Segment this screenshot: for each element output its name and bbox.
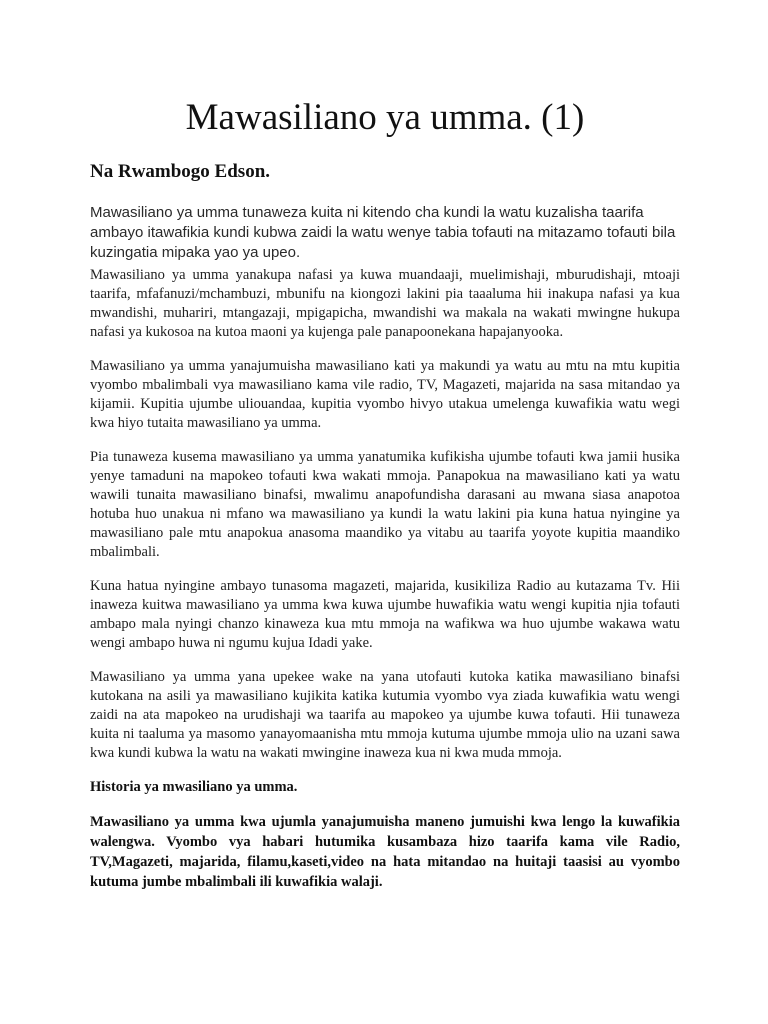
intro-paragraph: Mawasiliano ya umma tunaweza kuita ni kitendo cha kundi la watu kuzalisha taarifa ambayo itawafikia kundi kubwa zaidi la watu wenye tabia tofauti na mitazamo tofauti bila kuzingatia mipaka yao ya upeo. xyxy=(90,204,676,261)
section-heading: Historia ya mwasiliano ya umma. xyxy=(90,779,298,795)
body-paragraph: Mawasiliano ya umma yanajumuisha mawasiliano kati ya makundi ya watu au mtu na mtu kupitia vyombo mbalimbali vya mawasiliano kama vile radio, TV, Magazeti, majarida na sasa mitandao ya kijamii. Kupitia ujumbe uliouandaa, kupitia vyombo hivyo utakua umelenga kuwafikia watu wegi kwa hiyo tutaita mawasiliano ya umma. xyxy=(90,358,680,431)
author-line: Na Rwambogo Edson. xyxy=(90,161,271,182)
body-paragraph: Mawasiliano ya umma yanakupa nafasi ya kuwa muandaaji, muelimishaji, mburudishaji, mtoaji taarifa, mfafanuzi/mchambuzi, mbunifu na kiongozi lakini pia taaaluma hii inakupa nafasi ya kua mwandishi, muhariri, mtangazaji, mpigapicha, mwandishi wa makala na wakati mwingne hukupa nafasi ya kukosoa na kutoa maoni ya kujenga pale panapoonekana hapajanyooka. xyxy=(90,267,680,340)
body-paragraph: Mawasiliano ya umma yana upekee wake na yana utofauti kutoka katika mawasiliano binafsi kutokana na asili ya mawasiliano kujikita katika kutumia vyombo vya ziada kuwafikia watu wengi zaidi na ata mapokeo na urudishaji wa taarifa au mapokeo ya ujumbe kuwa tofauti. Hii tunaweza kuita ni taaluma ya masomo yanayomaanisha mtu mmoja kutuma ujumbe mmoja ulio na uzani sawa kwa kundi kubwa la watu na wakati mwingine inaweza kua ni kwa muda mmoja. xyxy=(90,669,680,761)
section-paragraph: Mawasiliano ya umma kwa ujumla yanajumuisha maneno jumuishi kwa lengo la kuwafikia walengwa. Vyombo vya habari hutumika kusambaza hizo taarifa kama vile Radio, TV,Magazeti, majarida, filamu,kaseti,video na hata mitandao na huitaji taasisi au vyombo kutuma jumbe mbalimbali ili kuwafikia walaji. xyxy=(90,814,680,890)
body-paragraph: Kuna hatua nyingine ambayo tunasoma magazeti, majarida, kusikiliza Radio au kutazama Tv. Hii inaweza kuitwa mawasiliano ya umma kwa kuwa ujumbe huwafikia watu wengi kupitia njia tofauti ambapo mala nyingi chanzo kinaweza kua mtu mmoja na wafikwa wa huo ujumbe wakawa watu wengi ambapo huwa ni ngumu kujua Idadi yake. xyxy=(90,578,680,651)
document-title: Mawasiliano ya umma. (1) xyxy=(185,97,585,138)
body-paragraph: Pia tunaweza kusema mawasiliano ya umma yanatumika kufikisha ujumbe tofauti kwa jamii husika yenye tamaduni na mapokeo tofauti kwa wakati mmoja. Panapokua na mawasiliano kati ya watu wawili tunaita mawasiliano binafsi, mwalimu anapofundisha darasani au mwana siasa anapotoa hotuba huo unakua ni mfano wa mawasiliano ya kundi la watu lakini pia kuna hatua nyingine ya mawasiliano pale mtu anapokua anasoma maandiko ya vitabu au taarifa yoyote kupitia maandiko mbalimbali. xyxy=(90,449,680,560)
